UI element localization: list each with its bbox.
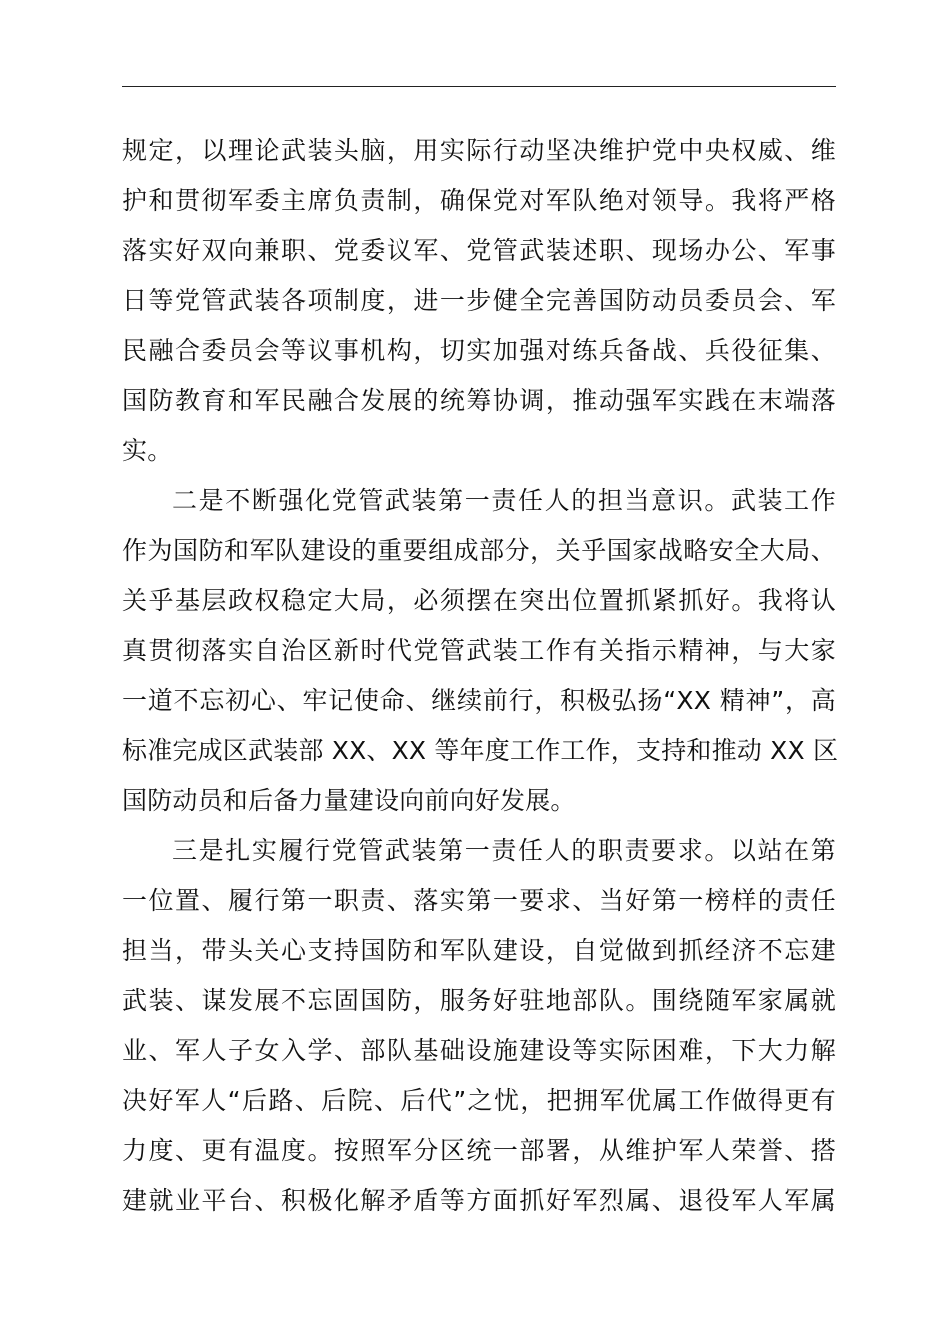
- text-line: 担当，带头关心支持国防和军队建设，自觉做到抓经济不忘建: [122, 936, 836, 965]
- text-line: 实。: [122, 436, 173, 465]
- text-line: 作为国防和军队建设的重要组成部分，关乎国家战略安全大局、: [122, 536, 836, 565]
- text-line: 国防教育和军民融合发展的统筹协调，推动强军实践在末端落: [122, 386, 836, 415]
- text-line: 日等党管武装各项制度，进一步健全完善国防动员委员会、军: [122, 286, 836, 315]
- text-line: 力度、更有温度。按照军分区统一部署，从维护军人荣誉、搭: [122, 1136, 836, 1165]
- text-line: 决好军人“后路、后院、后代”之忧，把拥军优属工作做得更有: [122, 1086, 836, 1115]
- header-rule: [122, 86, 836, 87]
- text-line: 武装、谋发展不忘固国防，服务好驻地部队。围绕随军家属就: [122, 986, 836, 1015]
- document-body: [122, 126, 839, 1226]
- text-line: 业、军人子女入学、部队基础设施建设等实际困难，下大力解: [122, 1036, 836, 1065]
- text-line: 民融合委员会等议事机构，切实加强对练兵备战、兵役征集、: [122, 336, 836, 365]
- text-line: 一位置、履行第一职责、落实第一要求、当好第一榜样的责任: [122, 886, 836, 915]
- text-line: 一道不忘初心、牢记使命、继续前行，积极弘扬“XX 精神”，高: [122, 686, 836, 715]
- text-line: 标准完成区武装部 XX、XX 等年度工作工作，支持和推动 XX 区: [122, 736, 839, 765]
- text-line: 二是不断强化党管武装第一责任人的担当意识。武装工作: [172, 486, 836, 515]
- text-line: 落实好双向兼职、党委议军、党管武装述职、现场办公、军事: [122, 236, 836, 265]
- text-line: 真贯彻落实自治区新时代党管武装工作有关指示精神，与大家: [122, 636, 836, 665]
- text-line: 关乎基层政权稳定大局，必须摆在突出位置抓紧抓好。我将认: [122, 586, 836, 615]
- text-line: 建就业平台、积极化解矛盾等方面抓好军烈属、退役军人军属: [122, 1186, 836, 1215]
- text-line: 国防动员和后备力量建设向前向好发展。: [122, 786, 576, 815]
- text-line: 护和贯彻军委主席负责制，确保党对军队绝对领导。我将严格: [122, 186, 836, 215]
- text-line: 规定，以理论武装头脑，用实际行动坚决维护党中央权威、维: [122, 136, 836, 165]
- text-line: 三是扎实履行党管武装第一责任人的职责要求。以站在第: [172, 836, 836, 865]
